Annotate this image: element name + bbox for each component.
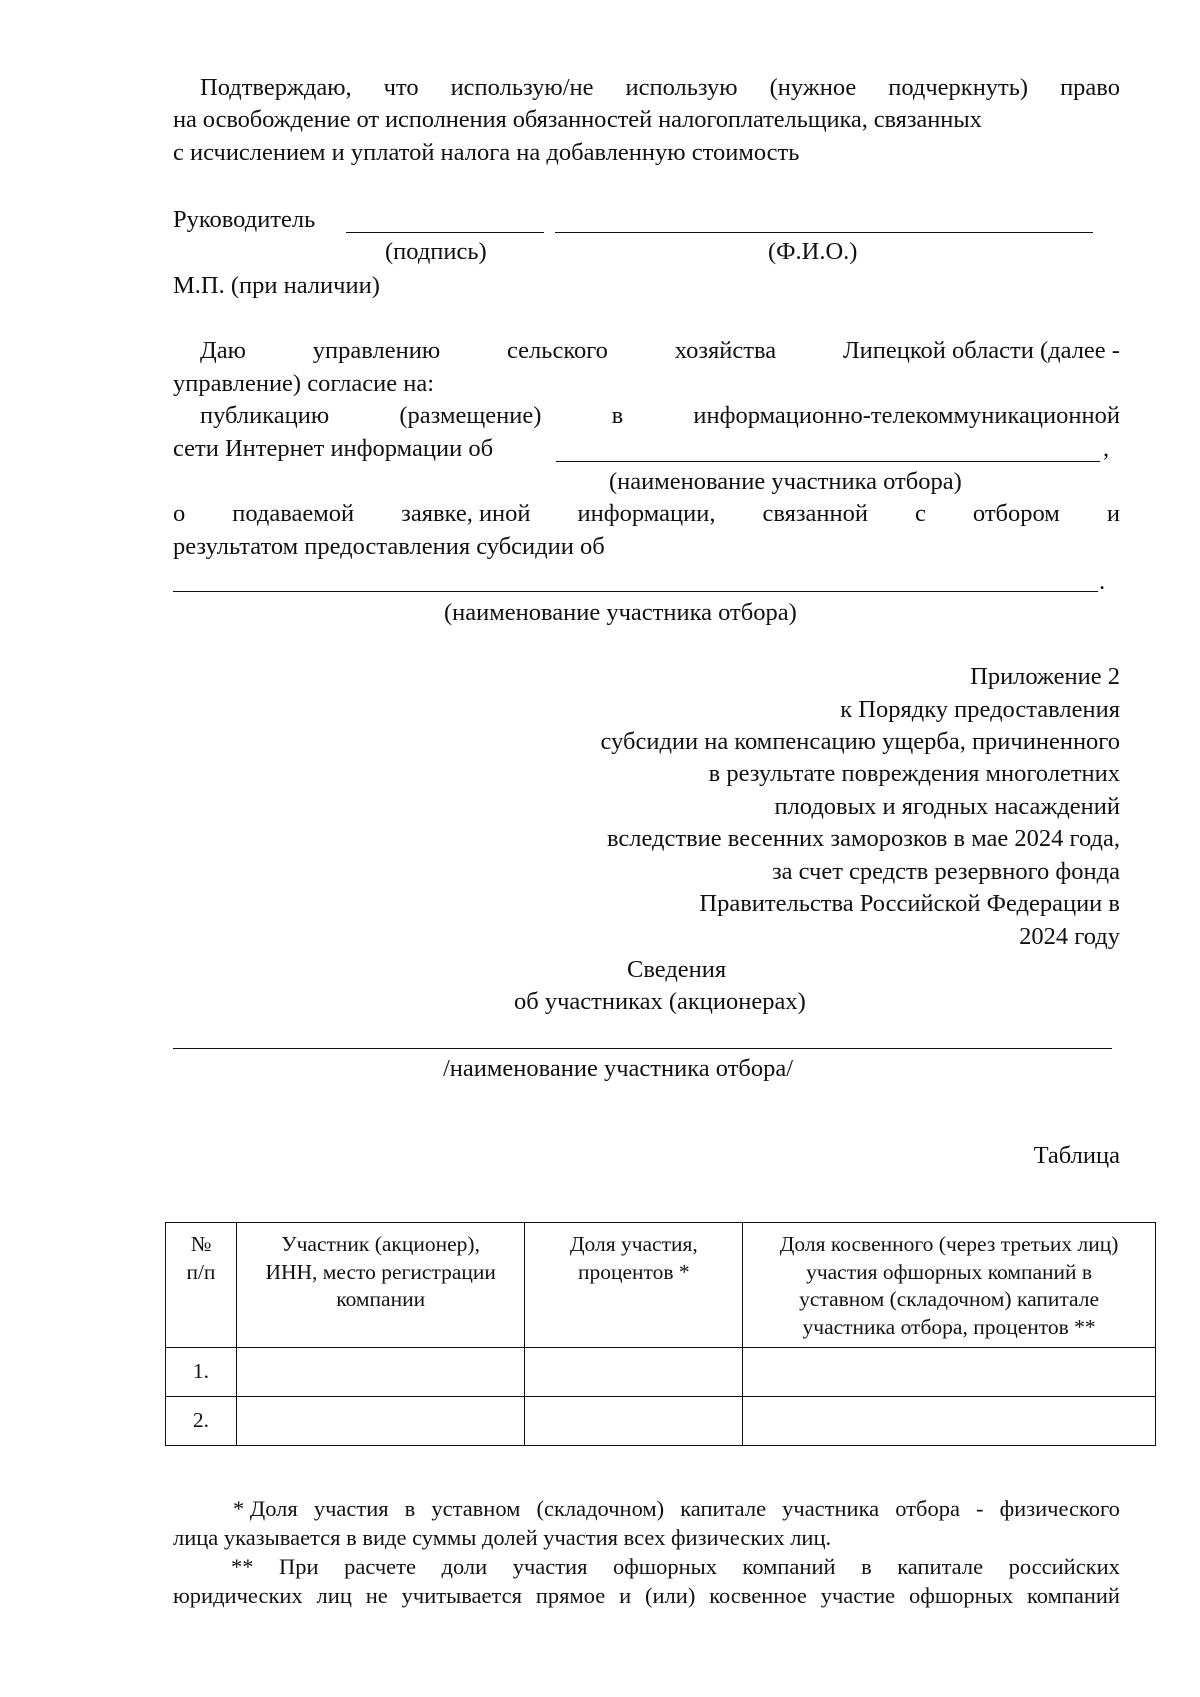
appendix-line-7: за счет средств резервного фонда (771, 858, 1120, 885)
row-indirect-share[interactable] (743, 1348, 1156, 1397)
row-number: 1. (166, 1348, 237, 1397)
participants-table (165, 1222, 1156, 1446)
title-line-1: Сведения (627, 956, 727, 983)
title-line-2: об участниках (акционерах) (514, 988, 806, 1015)
participant-caption-2: (наименование участника отбора) (444, 599, 797, 626)
fio-line (555, 232, 1093, 233)
footnote-1-line-1: * Доля участия в уставном (складочном) капитале участника отбора - физического (233, 1496, 1120, 1521)
appendix-line-1: Приложение 2 (970, 663, 1120, 690)
consent-line-4: сети Интернет информации об (173, 435, 494, 462)
appendix-line-5: плодовых и ягодных насаждений (774, 793, 1120, 820)
comma: , (1103, 435, 1110, 462)
header-number: № п/п (166, 1223, 237, 1348)
appendix-line-8: Правительства Российской Федерации в (699, 890, 1120, 917)
appendix-line-2: к Порядку предоставления (840, 696, 1120, 723)
consent-line-5: о подаваемой заявке, иной информации, связанной с отбором и (173, 500, 1120, 527)
signature-caption: (подпись) (385, 238, 487, 265)
row-participant[interactable] (236, 1348, 525, 1397)
header-participant: Участник (акционер), ИНН, место регистрации компании (236, 1223, 525, 1348)
row-share[interactable] (525, 1348, 743, 1397)
signature-label: Руководитель (173, 206, 316, 233)
footnote-2-line-1: ** При расчете доли участия офшорных компаний в капитале российских (231, 1554, 1120, 1579)
consent-line-6: результатом предоставления субсидии об (173, 533, 605, 560)
appendix-line-4: в результате повреждения многолетних (708, 760, 1120, 787)
consent-line-2: управление) согласие на: (173, 370, 435, 397)
consent-line-1: Даю управлению сельского хозяйства Липецкой области (далее - (200, 337, 1120, 364)
header-indirect-share: Доля косвенного (через третьих лиц) участия офшорных компаний в уставном (складочном) капитале участника отбора, процентов ** (743, 1223, 1156, 1348)
period: . (1099, 568, 1106, 595)
vat-line-1: Подтверждаю, что использую/не использую (нужное подчеркнуть) право (200, 74, 1120, 101)
row-share[interactable] (525, 1397, 743, 1446)
appendix-line-6: вследствие весенних заморозков в мае 2024 года, (606, 825, 1120, 852)
table-row (166, 1348, 1156, 1397)
vat-line-3: с исчислением и уплатой налога на добавленную стоимость (173, 139, 800, 166)
participant-caption-1: (наименование участника отбора) (609, 468, 962, 495)
row-participant[interactable] (236, 1397, 525, 1446)
header-share: Доля участия, процентов * (525, 1223, 743, 1348)
footnote-1-line-2: лица указывается в виде суммы долей участия всех физических лиц. (173, 1525, 832, 1550)
row-indirect-share[interactable] (743, 1397, 1156, 1446)
row-number: 2. (166, 1397, 237, 1446)
vat-line-2: на освобождение от исполнения обязанностей налогоплательщика, связанных (173, 106, 982, 133)
footnote-2-line-2: юридических лиц не учитывается прямое и (или) косвенное участие офшорных компаний (173, 1583, 1120, 1608)
table-header-row (166, 1223, 1156, 1348)
fio-caption: (Ф.И.О.) (768, 238, 858, 265)
table-label: Таблица (1033, 1142, 1120, 1169)
title-participant-caption: /наименование участника отбора/ (443, 1055, 794, 1082)
stamp-label: М.П. (при наличии) (173, 272, 380, 299)
table-row (166, 1397, 1156, 1446)
consent-line-3: публикацию (размещение) в информационно-телекоммуникационной (200, 402, 1120, 429)
title-participant-line (173, 1048, 1112, 1049)
participant-name-line-2 (173, 591, 1098, 592)
signature-line (346, 232, 544, 233)
participant-name-line-1 (556, 461, 1100, 462)
appendix-line-3: субсидии на компенсацию ущерба, причиненного (600, 728, 1120, 755)
appendix-line-9: 2024 году (1019, 923, 1120, 950)
